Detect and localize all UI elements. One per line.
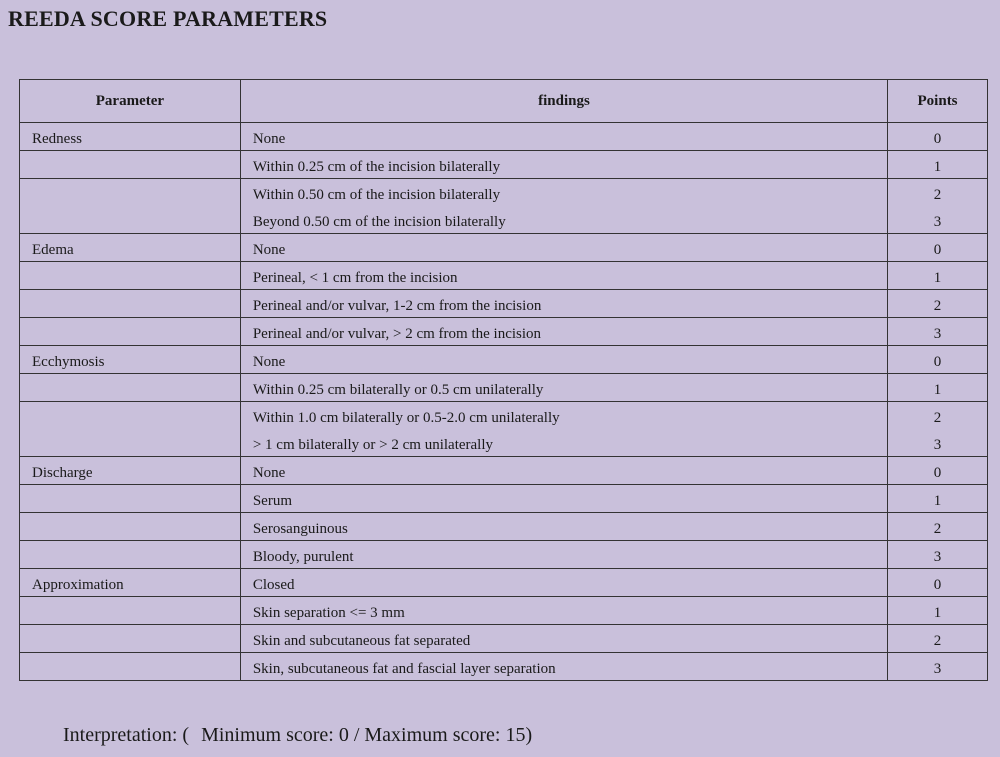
cell-parameter [20, 374, 241, 402]
cell-points: 1 [888, 597, 988, 625]
cell-finding: None [240, 457, 887, 485]
cell-points: 0 [888, 457, 988, 485]
cell-finding: Skin and subcutaneous fat separated [240, 625, 887, 653]
cell-finding: > 1 cm bilaterally or > 2 cm unilaterally [240, 429, 887, 457]
cell-finding: Within 1.0 cm bilaterally or 0.5-2.0 cm unilaterally [240, 402, 887, 430]
table-row [20, 318, 988, 346]
table-row [20, 653, 988, 681]
cell-parameter [20, 597, 241, 625]
cell-finding: None [240, 123, 887, 151]
cell-parameter: Edema [20, 234, 241, 262]
table-row [20, 485, 988, 513]
cell-points: 3 [888, 541, 988, 569]
table-row [20, 206, 988, 234]
table-row [20, 123, 988, 151]
cell-points: 1 [888, 262, 988, 290]
cell-finding: Closed [240, 569, 887, 597]
cell-parameter: Ecchymosis [20, 346, 241, 374]
cell-finding: Perineal, < 1 cm from the incision [240, 262, 887, 290]
cell-points: 0 [888, 234, 988, 262]
cell-parameter [20, 402, 241, 430]
cell-points: 3 [888, 318, 988, 346]
interpretation-range: Minimum score: 0 / Maximum score: 15) [201, 724, 533, 746]
table-row [20, 346, 988, 374]
interpretation-prefix: Interpretation: ( [63, 724, 190, 746]
cell-parameter [20, 429, 241, 457]
header-findings: findings [240, 80, 887, 123]
table-row [20, 513, 988, 541]
cell-finding: Beyond 0.50 cm of the incision bilaterally [240, 206, 887, 234]
cell-points: 0 [888, 569, 988, 597]
cell-parameter [20, 151, 241, 179]
cell-finding: Bloody, purulent [240, 541, 887, 569]
cell-parameter [20, 318, 241, 346]
table-row [20, 151, 988, 179]
cell-finding: Perineal and/or vulvar, > 2 cm from the incision [240, 318, 887, 346]
cell-points: 1 [888, 374, 988, 402]
table-row [20, 569, 988, 597]
cell-parameter [20, 541, 241, 569]
header-parameter: Parameter [20, 80, 241, 123]
header-points: Points [888, 80, 988, 123]
cell-parameter [20, 290, 241, 318]
cell-parameter [20, 179, 241, 207]
cell-parameter [20, 485, 241, 513]
cell-parameter [20, 625, 241, 653]
table-header-row [20, 80, 988, 123]
cell-points: 1 [888, 485, 988, 513]
cell-finding: Serum [240, 485, 887, 513]
cell-points: 1 [888, 151, 988, 179]
cell-points: 3 [888, 429, 988, 457]
cell-points: 2 [888, 513, 988, 541]
cell-finding: Within 0.25 cm of the incision bilaterally [240, 151, 887, 179]
cell-finding: None [240, 234, 887, 262]
cell-finding: Within 0.50 cm of the incision bilaterally [240, 179, 887, 207]
table-row [20, 541, 988, 569]
table-row [20, 457, 988, 485]
table-row [20, 179, 988, 207]
page-title: REEDA SCORE PARAMETERS [8, 6, 328, 31]
cell-parameter [20, 206, 241, 234]
table-row [20, 597, 988, 625]
cell-points: 2 [888, 402, 988, 430]
table-row [20, 402, 988, 430]
cell-finding: Serosanguinous [240, 513, 887, 541]
table-row [20, 234, 988, 262]
cell-points: 2 [888, 179, 988, 207]
cell-points: 2 [888, 290, 988, 318]
table-row [20, 374, 988, 402]
cell-points: 2 [888, 625, 988, 653]
cell-parameter [20, 262, 241, 290]
cell-points: 3 [888, 653, 988, 681]
cell-parameter [20, 513, 241, 541]
table-row [20, 262, 988, 290]
table-row [20, 290, 988, 318]
interpretation-note [63, 724, 532, 747]
cell-finding: None [240, 346, 887, 374]
cell-parameter: Approximation [20, 569, 241, 597]
cell-points: 3 [888, 206, 988, 234]
table-row [20, 429, 988, 457]
cell-finding: Skin separation <= 3 mm [240, 597, 887, 625]
cell-parameter: Discharge [20, 457, 241, 485]
cell-finding: Perineal and/or vulvar, 1-2 cm from the incision [240, 290, 887, 318]
cell-points: 0 [888, 123, 988, 151]
table-row [20, 625, 988, 653]
cell-parameter: Redness [20, 123, 241, 151]
cell-finding: Skin, subcutaneous fat and fascial layer separation [240, 653, 887, 681]
reeda-score-table [19, 79, 988, 681]
cell-points: 0 [888, 346, 988, 374]
cell-parameter [20, 653, 241, 681]
cell-finding: Within 0.25 cm bilaterally or 0.5 cm unilaterally [240, 374, 887, 402]
